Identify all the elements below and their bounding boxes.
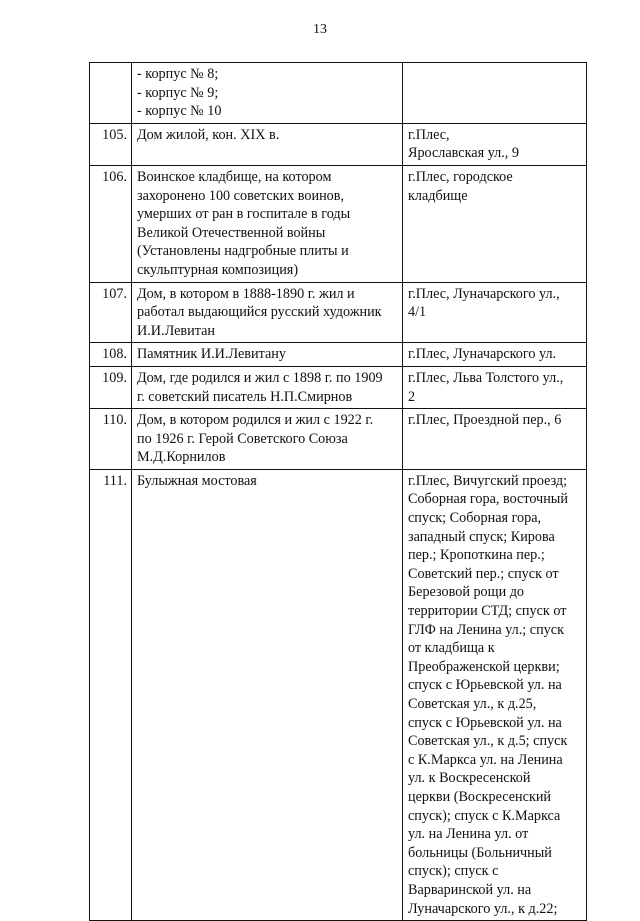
row-number-cell: 105. bbox=[90, 123, 132, 165]
object-name-line: Дом, в котором в 1888-1890 г. жил и bbox=[137, 285, 355, 302]
address-line: ул. на Ленина ул. от bbox=[408, 826, 529, 843]
address-line: спуск; Соборная гора, bbox=[408, 510, 542, 527]
object-name-line: (Установлены надгробные плиты и bbox=[137, 243, 349, 260]
table-row bbox=[90, 282, 587, 343]
row-number-cell: 110. bbox=[90, 409, 132, 470]
address-cell bbox=[403, 63, 587, 124]
address-line: территории СТД; спуск от bbox=[408, 603, 567, 620]
address-line: Советский пер.; спуск от bbox=[408, 565, 559, 582]
object-name-cell bbox=[132, 469, 403, 920]
address-cell bbox=[403, 469, 587, 920]
table-row bbox=[90, 469, 587, 920]
address-line: г.Плес, Вичугский проезд; bbox=[408, 472, 568, 489]
address-line: Соборная гора, восточный bbox=[408, 491, 568, 508]
object-name-line: - корпус № 9; bbox=[137, 84, 219, 101]
address-line: г.Плес, Льва Толстого ул., bbox=[408, 369, 564, 386]
address-cell bbox=[403, 343, 587, 367]
row-number-cell: 108. bbox=[90, 343, 132, 367]
object-name-line: работал выдающийся русский художник bbox=[137, 304, 382, 321]
row-number-cell: 111. bbox=[90, 469, 132, 920]
address-line: г.Плес, Проездной пер., 6 bbox=[408, 412, 562, 429]
address-line: с К.Маркса ул. на Ленина bbox=[408, 751, 563, 768]
page-number: 13 bbox=[313, 22, 327, 37]
address-line: Ярославская ул., 9 bbox=[408, 145, 519, 162]
table-row bbox=[90, 165, 587, 282]
address-line: спуск с Юрьевской ул. на bbox=[408, 714, 562, 731]
address-line: ул. к Воскресенской bbox=[408, 770, 531, 787]
address-line: 2 bbox=[408, 388, 416, 405]
object-name-line: Дом, в котором родился и жил с 1922 г. bbox=[137, 412, 374, 429]
table-row bbox=[90, 366, 587, 408]
object-name-line: - корпус № 8; bbox=[137, 66, 219, 82]
object-name-cell bbox=[132, 165, 403, 282]
object-name-line: г. советский писатель Н.П.Смирнов bbox=[137, 388, 353, 405]
address-cell bbox=[403, 165, 587, 282]
row-number-cell: 106. bbox=[90, 165, 132, 282]
object-name-line: Великой Отечественной войны bbox=[137, 224, 326, 241]
object-name-cell bbox=[132, 409, 403, 470]
object-name-line: Воинское кладбище, на котором bbox=[137, 168, 332, 185]
address-line: г.Плес, bbox=[408, 126, 450, 143]
table-body bbox=[90, 63, 587, 921]
address-line: пер.; Кропоткина пер.; bbox=[408, 547, 545, 564]
address-line: г.Плес, Луначарского ул. bbox=[408, 346, 557, 363]
object-name-line: Дом жилой, кон. XIX в. bbox=[137, 126, 280, 143]
address-line: Советская ул., к д.5; спуск bbox=[408, 733, 568, 750]
address-line: Преображенской церкви; bbox=[408, 658, 560, 675]
table-row bbox=[90, 343, 587, 367]
address-line: Березовой рощи до bbox=[408, 584, 525, 601]
address-line: Советская ул., к д.25, bbox=[408, 696, 537, 712]
object-name-cell bbox=[132, 63, 403, 124]
object-name-line: Дом, где родился и жил с 1898 г. по 1909 bbox=[137, 369, 383, 386]
object-name-cell bbox=[132, 123, 403, 165]
address-line: спуск с Юрьевской ул. на bbox=[408, 677, 562, 694]
address-line: 4/1 bbox=[408, 304, 427, 321]
row-number-cell: 109. bbox=[90, 366, 132, 408]
address-cell bbox=[403, 366, 587, 408]
address-cell bbox=[403, 123, 587, 165]
address-line: от кладбища к bbox=[408, 640, 495, 657]
address-line: г.Плес, городское bbox=[408, 168, 513, 185]
object-name-line: по 1926 г. Герой Советского Союза bbox=[137, 430, 348, 447]
address-line: спуск); спуск с bbox=[408, 863, 499, 880]
object-name-line: умерших от ран в госпитале в годы bbox=[137, 206, 351, 223]
object-name-cell bbox=[132, 343, 403, 367]
object-name-cell bbox=[132, 282, 403, 343]
object-name-line: захоронено 100 советских воинов, bbox=[137, 187, 345, 204]
address-line: ГЛФ на Ленина ул.; спуск bbox=[408, 621, 564, 638]
object-name-cell bbox=[132, 366, 403, 408]
address-line: кладбище bbox=[408, 187, 468, 204]
address-line: западный спуск; Кирова bbox=[408, 528, 555, 545]
object-name-line: скульптурная композиция) bbox=[137, 261, 299, 278]
table-row bbox=[90, 123, 587, 165]
object-name-line: М.Д.Корнилов bbox=[137, 449, 226, 466]
address-line: Луначарского ул., к д.22; bbox=[408, 900, 558, 917]
address-cell bbox=[403, 409, 587, 470]
object-name-line: Булыжная мостовая bbox=[137, 472, 257, 489]
address-line: спуск); спуск с К.Маркса bbox=[408, 807, 561, 824]
object-name-line: И.И.Левитан bbox=[137, 322, 215, 339]
row-number-cell: 107. bbox=[90, 282, 132, 343]
address-line: церкви (Воскресенский bbox=[408, 788, 552, 805]
address-cell bbox=[403, 282, 587, 343]
object-name-line: - корпус № 10 bbox=[137, 103, 222, 120]
object-name-line: Памятник И.И.Левитану bbox=[137, 346, 286, 363]
address-line: больницы (Больничный bbox=[408, 844, 552, 861]
address-line: Варваринской ул. на bbox=[408, 881, 532, 898]
table-row bbox=[90, 63, 587, 124]
row-number-cell bbox=[90, 63, 132, 124]
monuments-table bbox=[89, 62, 587, 921]
address-line: г.Плес, Луначарского ул., bbox=[408, 285, 560, 302]
table-row bbox=[90, 409, 587, 470]
